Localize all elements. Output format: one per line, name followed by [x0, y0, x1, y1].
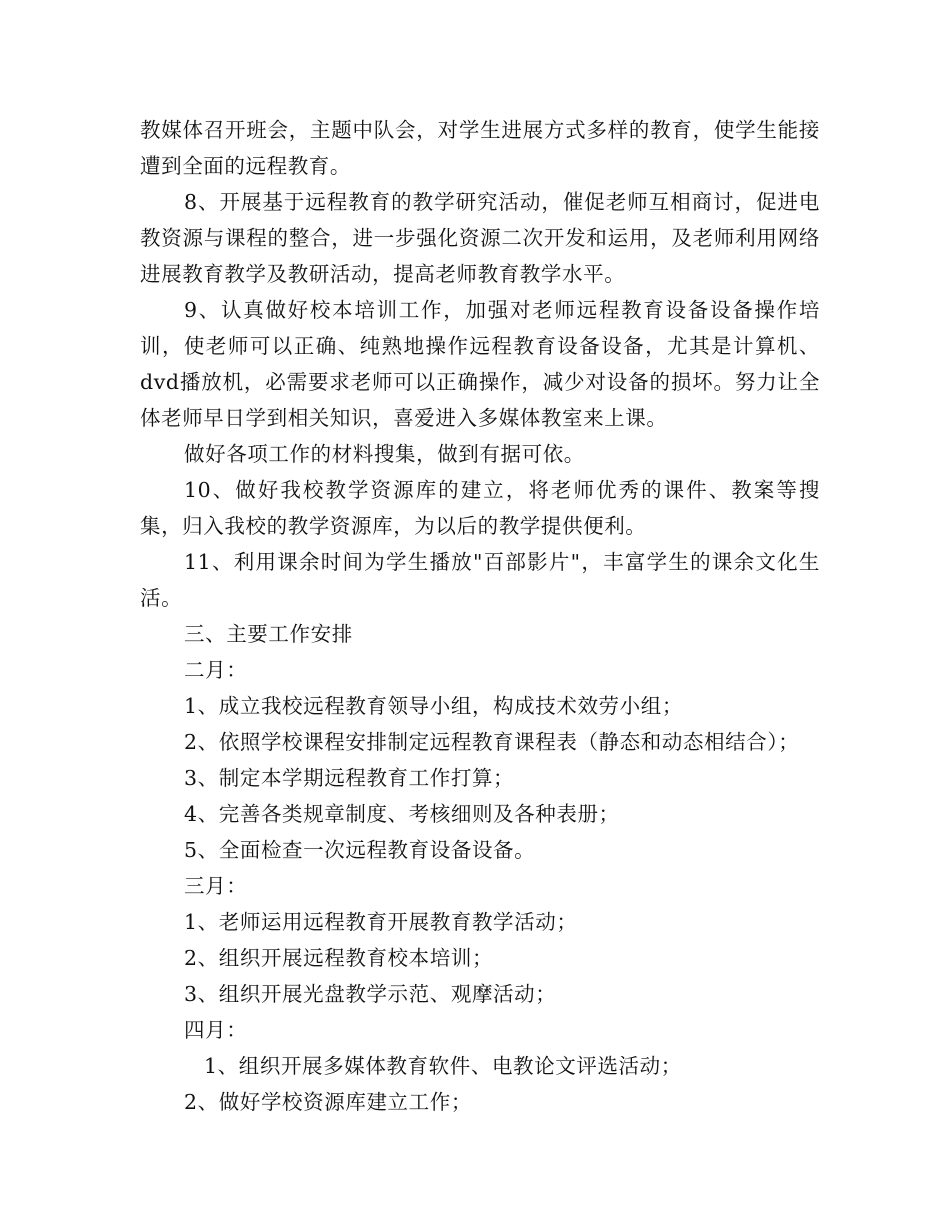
list-item: 4、完善各类规章制度、考核细则及各种表册；: [184, 802, 620, 826]
paragraph-item-9: 9、认真做好校本培训工作，加强对老师远程教育设备设备操作培训，使老师可以正确、纯熟地操作远程教育设备设备，尤其是计算机、dvd播放机，必需要求老师可以正确操作，减少对设备的损坏。努力让全体老师早日学到相关知识，喜爱进入多媒体教室来上课。: [140, 298, 820, 430]
list-item: 5、全面检查一次远程教育设备设备。: [184, 838, 536, 862]
list-item: 3、组织开展光盘教学示范、观摩活动；: [184, 982, 557, 1006]
list-item: 3、制定本学期远程教育工作打算；: [184, 766, 515, 790]
paragraph-item-8: 8、开展基于远程教育的教学研究活动，催促老师互相商讨，促进电教资源与课程的整合，进一步强化资源二次开发和运用，及老师利用网络进展教育教学及教研活动，提高老师教育教学水平。: [140, 190, 820, 286]
section-heading: 三、主要工作安排: [184, 622, 353, 646]
list-item: 2、做好学校资源库建立工作；: [184, 1090, 472, 1114]
month-heading-april: 四月：: [184, 1018, 248, 1042]
paragraph-item-11: 11、利用课余时间为学生播放"百部影片"，丰富学生的课余文化生活。: [140, 550, 820, 610]
paragraph-materials: 做好各项工作的材料搜集，做到有据可依。: [184, 442, 585, 466]
month-heading-march: 三月：: [184, 874, 248, 898]
month-heading-february: 二月：: [184, 658, 248, 682]
list-item: 2、组织开展远程教育校本培训；: [184, 946, 494, 970]
list-item: 2、依照学校课程安排制定远程教育课程表（静态和动态相结合）；: [184, 730, 800, 754]
list-item: 1、组织开展多媒体教育软件、电教论文评选活动；: [204, 1054, 682, 1078]
paragraph-continuation: 教媒体召开班会，主题中队会，对学生进展方式多样的教育，使学生能接遭到全面的远程教育。: [140, 118, 820, 178]
list-item: 1、老师运用远程教育开展教育教学活动；: [184, 910, 578, 934]
document-body: [140, 112, 820, 1120]
paragraph-item-10: 10、做好我校教学资源库的建立，将老师优秀的课件、教案等搜集，归入我校的教学资源库，为以后的教学提供便利。: [140, 478, 820, 538]
list-item: 1、成立我校远程教育领导小组，构成技术效劳小组；: [184, 694, 683, 718]
